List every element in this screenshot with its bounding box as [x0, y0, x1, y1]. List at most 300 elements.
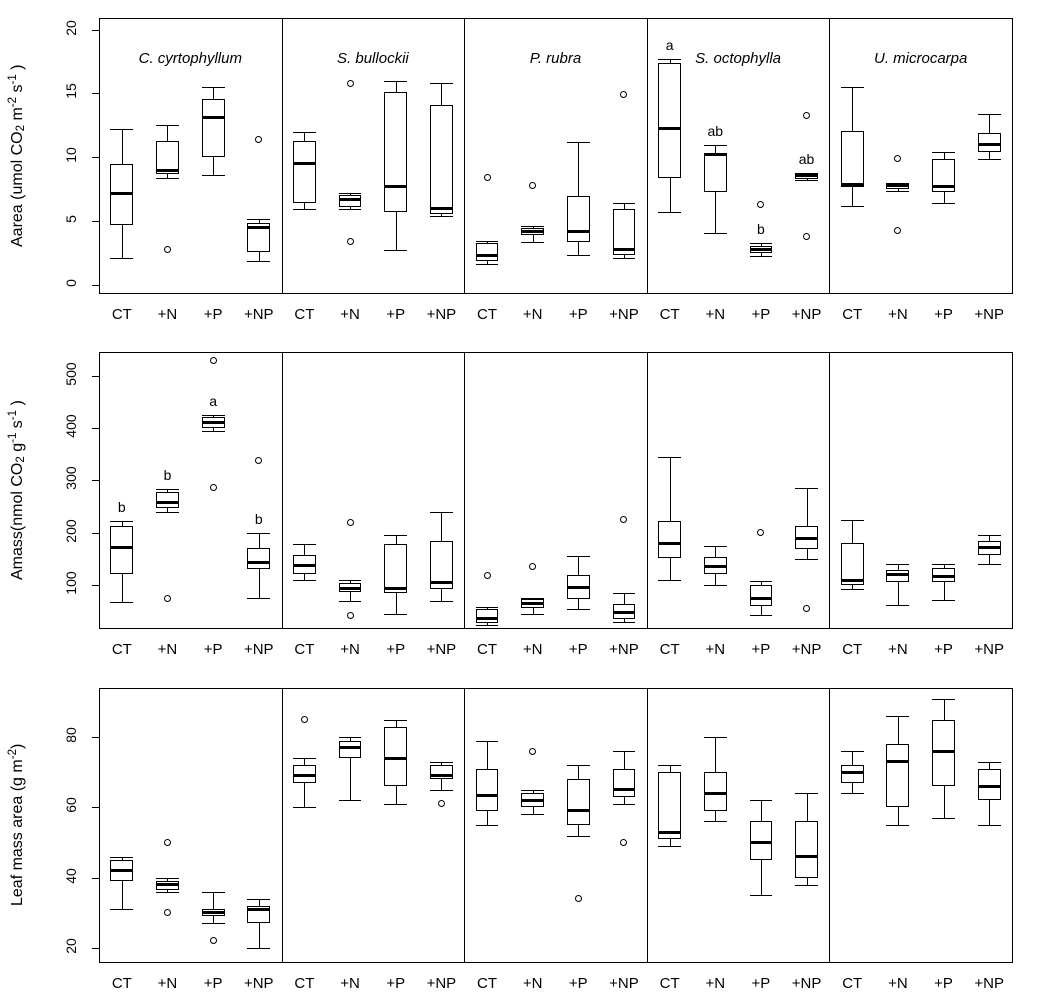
- x-tick-label: CT: [294, 975, 315, 992]
- x-tick-label: +P: [386, 641, 406, 658]
- whisker-cap-lower: [978, 825, 1001, 826]
- whisker-cap-lower: [658, 846, 681, 847]
- median-line: [704, 565, 727, 568]
- whisker-line: [944, 152, 945, 203]
- median-line: [704, 153, 727, 156]
- group-separator: [647, 352, 648, 628]
- box-body: [339, 583, 362, 592]
- group-separator: [282, 18, 283, 293]
- y-tick-label: 20: [63, 19, 79, 36]
- median-line: [567, 586, 590, 589]
- box-body: [156, 881, 179, 890]
- y-tick-label: 500: [63, 361, 79, 386]
- whisker-line: [715, 546, 716, 585]
- box-body: [567, 779, 590, 825]
- group-separator: [282, 352, 283, 628]
- x-tick-label: +P: [568, 641, 588, 658]
- y-tick-mark: [92, 285, 99, 286]
- median-line: [658, 831, 681, 834]
- box-body: [613, 209, 636, 255]
- x-tick-label: +NP: [609, 975, 639, 992]
- median-line: [384, 185, 407, 188]
- median-line: [339, 746, 362, 749]
- median-line: [293, 774, 316, 777]
- whisker-line: [441, 83, 442, 216]
- whisker-cap-upper: [978, 114, 1001, 115]
- box-body: [932, 568, 955, 582]
- median-line: [795, 537, 818, 540]
- x-tick-label: CT: [477, 641, 498, 658]
- outlier-point: [894, 155, 901, 162]
- whisker-cap-upper: [978, 535, 1001, 536]
- box-body: [978, 133, 1001, 152]
- outlier-point: [164, 595, 171, 602]
- whisker-cap-lower: [430, 601, 453, 602]
- median-line: [476, 794, 499, 797]
- median-line: [567, 230, 590, 233]
- whisker-cap-lower: [613, 622, 636, 623]
- group-separator: [829, 352, 830, 628]
- x-tick-label: +P: [203, 641, 223, 658]
- x-tick-label: +NP: [609, 306, 639, 323]
- median-line: [110, 192, 133, 195]
- x-tick-label: +N: [888, 306, 908, 323]
- y-tick-mark: [92, 878, 99, 879]
- outlier-point: [347, 238, 354, 245]
- whisker-cap-upper: [247, 219, 270, 220]
- x-tick-label: +NP: [243, 306, 274, 323]
- whisker-cap-upper: [156, 125, 179, 126]
- box-body: [658, 772, 681, 839]
- significance-letter: a: [665, 36, 674, 53]
- whisker-cap-upper: [384, 535, 407, 536]
- panel-frame-left: [99, 18, 100, 293]
- x-tick-label: +P: [934, 306, 953, 323]
- x-tick-label: +P: [751, 975, 771, 992]
- whisker-line: [807, 488, 808, 559]
- median-line: [156, 169, 179, 172]
- x-tick-label: CT: [294, 306, 315, 323]
- box-body: [521, 599, 544, 608]
- whisker-cap-upper: [110, 857, 133, 858]
- whisker-cap-lower: [293, 807, 316, 808]
- median-line: [156, 501, 179, 504]
- whisker-cap-upper: [202, 892, 225, 893]
- whisker-cap-upper: [658, 765, 681, 766]
- group-separator: [829, 688, 830, 962]
- median-line: [202, 421, 225, 424]
- whisker-cap-upper: [476, 741, 499, 742]
- median-line: [750, 841, 773, 844]
- whisker-line: [487, 741, 488, 825]
- median-line: [841, 579, 864, 582]
- x-tick-label: +NP: [609, 641, 639, 658]
- whisker-cap-lower: [750, 256, 773, 257]
- box-body: [795, 821, 818, 877]
- significance-letter: ab: [707, 122, 724, 139]
- median-line: [704, 792, 727, 795]
- whisker-cap-lower: [156, 892, 179, 893]
- box-body: [384, 544, 407, 593]
- whisker-cap-upper: [430, 83, 453, 84]
- outlier-point: [164, 909, 171, 916]
- whisker-line: [670, 59, 671, 212]
- whisker-cap-upper: [841, 87, 864, 88]
- whisker-cap-lower: [384, 804, 407, 805]
- outlier-point: [803, 233, 810, 240]
- median-line: [430, 581, 453, 584]
- x-tick-label: +N: [705, 641, 726, 658]
- box-body: [567, 575, 590, 600]
- whisker-cap-upper: [932, 152, 955, 153]
- whisker-cap-lower: [476, 825, 499, 826]
- x-tick-label: +P: [386, 975, 406, 992]
- whisker-cap-lower: [841, 793, 864, 794]
- whisker-cap-lower: [247, 261, 270, 262]
- median-line: [384, 587, 407, 590]
- x-tick-label: CT: [842, 306, 863, 323]
- whisker-cap-lower: [521, 614, 544, 615]
- whisker-cap-upper: [795, 793, 818, 794]
- box-body: [476, 769, 499, 811]
- y-tick-label: 80: [63, 727, 79, 743]
- significance-letter: b: [254, 510, 263, 527]
- box-body: [293, 141, 316, 204]
- box-body: [202, 909, 225, 916]
- box-body: [704, 772, 727, 811]
- median-line: [293, 564, 316, 567]
- whisker-cap-lower: [521, 814, 544, 815]
- whisker-cap-upper: [339, 193, 362, 194]
- whisker-cap-lower: [521, 242, 544, 243]
- whisker-cap-upper: [750, 581, 773, 582]
- box-body: [293, 555, 316, 574]
- outlier-point: [301, 716, 308, 723]
- whisker-cap-upper: [886, 564, 909, 565]
- whisker-line: [898, 564, 899, 605]
- whisker-cap-upper: [384, 720, 407, 721]
- whisker-cap-upper: [613, 203, 636, 204]
- median-line: [202, 116, 225, 119]
- whisker-cap-upper: [704, 737, 727, 738]
- whisker-cap-lower: [886, 825, 909, 826]
- median-line: [841, 183, 864, 186]
- panel-frame-top: [99, 352, 1012, 353]
- median-line: [932, 185, 955, 188]
- box-body: [521, 228, 544, 236]
- species-label-3: S. octophylla: [695, 50, 782, 67]
- whisker-line: [761, 800, 762, 895]
- whisker-line: [624, 203, 625, 258]
- whisker-cap-upper: [521, 598, 544, 599]
- whisker-line: [122, 129, 123, 258]
- outlier-point: [620, 91, 627, 98]
- outlier-point: [347, 519, 354, 526]
- whisker-cap-upper: [476, 607, 499, 608]
- median-line: [247, 561, 270, 564]
- box-body: [658, 521, 681, 558]
- whisker-cap-lower: [886, 605, 909, 606]
- whisker-cap-upper: [750, 800, 773, 801]
- x-tick-label: CT: [294, 641, 315, 658]
- x-tick-label: +NP: [243, 975, 274, 992]
- whisker-line: [989, 114, 990, 159]
- box-body: [202, 99, 225, 158]
- x-tick-label: +P: [386, 306, 406, 323]
- x-tick-label: +NP: [791, 306, 822, 323]
- whisker-line: [578, 142, 579, 255]
- panel-frame-left: [99, 352, 100, 628]
- y-tick-label: 5: [63, 215, 79, 224]
- box-body: [932, 720, 955, 787]
- whisker-line: [167, 878, 168, 892]
- outlier-point: [347, 80, 354, 87]
- median-line: [521, 799, 544, 802]
- group-separator: [829, 18, 830, 293]
- box-body: [293, 765, 316, 783]
- whisker-line: [122, 521, 123, 602]
- panel-frame-right: [1012, 688, 1013, 963]
- whisker-line: [213, 415, 214, 430]
- whisker-cap-upper: [384, 81, 407, 82]
- outlier-point: [803, 112, 810, 119]
- median-line: [156, 883, 179, 886]
- outlier-point: [529, 182, 536, 189]
- median-line: [110, 546, 133, 549]
- whisker-cap-lower: [613, 258, 636, 259]
- whisker-line: [259, 533, 260, 598]
- box-body: [247, 223, 270, 252]
- x-tick-label: +NP: [791, 641, 822, 658]
- whisker-cap-lower: [156, 512, 179, 513]
- whisker-cap-upper: [293, 544, 316, 545]
- median-line: [658, 127, 681, 130]
- whisker-cap-lower: [476, 625, 499, 626]
- whisker-cap-lower: [110, 909, 133, 910]
- median-line: [521, 602, 544, 605]
- whisker-cap-lower: [841, 206, 864, 207]
- whisker-line: [670, 765, 671, 846]
- panel-frame-left: [99, 688, 100, 962]
- whisker-line: [213, 892, 214, 924]
- whisker-line: [533, 598, 534, 615]
- box-body: [795, 174, 818, 179]
- box-body: [795, 526, 818, 549]
- group-separator: [282, 688, 283, 962]
- whisker-cap-lower: [430, 216, 453, 217]
- whisker-cap-upper: [567, 142, 590, 143]
- outlier-point: [757, 529, 764, 536]
- outlier-point: [210, 357, 217, 364]
- whisker-cap-lower: [841, 589, 864, 590]
- x-tick-label: +NP: [243, 641, 274, 658]
- whisker-line: [350, 737, 351, 800]
- panel-frame-right: [1012, 18, 1013, 294]
- whisker-cap-upper: [110, 129, 133, 130]
- whisker-cap-lower: [156, 178, 179, 179]
- median-line: [247, 908, 270, 911]
- whisker-line: [670, 457, 671, 580]
- x-tick-label: +NP: [974, 975, 1004, 992]
- x-tick-label: +N: [705, 975, 726, 992]
- whisker-line: [944, 564, 945, 600]
- whisker-cap-upper: [704, 546, 727, 547]
- whisker-cap-lower: [247, 948, 270, 949]
- whisker-line: [441, 512, 442, 601]
- x-tick-label: CT: [659, 306, 680, 323]
- box-body: [521, 793, 544, 807]
- whisker-cap-upper: [795, 488, 818, 489]
- species-label-1: S. bullockii: [337, 50, 409, 67]
- group-separator: [464, 18, 465, 293]
- x-tick-label: CT: [111, 306, 132, 323]
- whisker-cap-upper: [202, 415, 225, 416]
- whisker-cap-upper: [110, 521, 133, 522]
- outlier-point: [255, 136, 262, 143]
- median-line: [795, 174, 818, 177]
- significance-letter: b: [117, 499, 126, 516]
- y-tick-mark: [92, 737, 99, 738]
- median-line: [886, 760, 909, 763]
- panel-frame-top: [99, 18, 1012, 19]
- whisker-cap-upper: [247, 899, 270, 900]
- box-body: [156, 492, 179, 508]
- whisker-cap-upper: [156, 878, 179, 879]
- panel-frame-bottom: [99, 962, 1012, 963]
- significance-letter: ab: [798, 150, 815, 167]
- significance-letter: b: [757, 221, 765, 238]
- whisker-cap-upper: [795, 173, 818, 174]
- median-line: [613, 788, 636, 791]
- x-tick-label: +P: [751, 641, 771, 658]
- outlier-point: [164, 246, 171, 253]
- box-body: [704, 154, 727, 192]
- y-tick-label: 200: [63, 519, 79, 543]
- group-separator: [464, 688, 465, 962]
- whisker-cap-lower: [795, 885, 818, 886]
- median-line: [202, 911, 225, 914]
- box-body: [750, 585, 773, 606]
- whisker-cap-lower: [476, 264, 499, 265]
- y-tick-label: 400: [63, 414, 79, 438]
- whisker-line: [441, 762, 442, 790]
- whisker-cap-lower: [704, 585, 727, 586]
- median-line: [750, 248, 773, 251]
- whisker-cap-lower: [293, 209, 316, 210]
- whisker-cap-lower: [339, 209, 362, 210]
- y-tick-mark: [92, 533, 99, 534]
- whisker-cap-lower: [293, 580, 316, 581]
- whisker-cap-lower: [613, 804, 636, 805]
- outlier-point: [164, 839, 171, 846]
- x-tick-label: +N: [157, 306, 178, 323]
- x-tick-label: +N: [888, 975, 908, 992]
- x-tick-label: +N: [705, 306, 726, 323]
- y-tick-label: 20: [63, 938, 79, 954]
- whisker-line: [396, 535, 397, 614]
- whisker-line: [304, 132, 305, 209]
- whisker-line: [944, 699, 945, 818]
- median-line: [476, 617, 499, 620]
- whisker-line: [898, 183, 899, 191]
- x-tick-label: +NP: [974, 306, 1004, 323]
- outlier-point: [210, 937, 217, 944]
- whisker-cap-lower: [567, 255, 590, 256]
- whisker-line: [761, 581, 762, 616]
- box-body: [384, 92, 407, 212]
- whisker-cap-upper: [841, 751, 864, 752]
- whisker-line: [578, 556, 579, 608]
- box-body: [841, 131, 864, 187]
- box-body: [932, 159, 955, 192]
- significance-letter: a: [209, 393, 218, 410]
- box-body: [430, 541, 453, 590]
- whisker-cap-lower: [658, 580, 681, 581]
- whisker-cap-upper: [567, 765, 590, 766]
- whisker-cap-lower: [384, 614, 407, 615]
- box-body: [704, 557, 727, 574]
- x-tick-label: CT: [842, 975, 863, 992]
- whisker-cap-lower: [567, 836, 590, 837]
- whisker-cap-upper: [521, 226, 544, 227]
- whisker-cap-lower: [886, 191, 909, 192]
- whisker-cap-upper: [293, 758, 316, 759]
- whisker-cap-lower: [110, 258, 133, 259]
- x-tick-label: CT: [477, 975, 498, 992]
- whisker-line: [989, 762, 990, 825]
- box-body: [110, 164, 133, 225]
- outlier-point: [620, 839, 627, 846]
- x-tick-label: CT: [111, 641, 132, 658]
- whisker-cap-lower: [978, 564, 1001, 565]
- median-line: [430, 774, 453, 777]
- box-body: [247, 548, 270, 569]
- whisker-line: [715, 737, 716, 821]
- median-line: [110, 869, 133, 872]
- whisker-line: [852, 751, 853, 793]
- whisker-cap-lower: [795, 559, 818, 560]
- box-body: [202, 417, 225, 427]
- whisker-line: [624, 751, 625, 804]
- whisker-cap-upper: [658, 59, 681, 60]
- whisker-line: [487, 607, 488, 625]
- y-tick-label: 15: [63, 83, 79, 100]
- median-line: [795, 855, 818, 858]
- x-tick-label: +N: [522, 975, 543, 992]
- x-tick-label: +N: [340, 306, 360, 323]
- median-line: [567, 809, 590, 812]
- whisker-line: [259, 899, 260, 948]
- whisker-cap-lower: [750, 895, 773, 896]
- outlier-point: [529, 563, 536, 570]
- whisker-cap-lower: [430, 790, 453, 791]
- outlier-point: [529, 748, 536, 755]
- whisker-cap-lower: [202, 431, 225, 432]
- y-tick-label: 100: [63, 571, 79, 595]
- box-body: [476, 609, 499, 623]
- median-line: [247, 226, 270, 229]
- whisker-line: [350, 580, 351, 601]
- panel-frame-right: [1012, 352, 1013, 629]
- group-separator: [647, 688, 648, 962]
- y-tick-label: 40: [63, 867, 79, 884]
- box-body: [110, 860, 133, 881]
- outlier-point: [803, 605, 810, 612]
- box-body: [886, 570, 909, 582]
- y-tick-mark: [92, 157, 99, 158]
- x-tick-label: CT: [659, 641, 680, 658]
- box-body: [750, 821, 773, 860]
